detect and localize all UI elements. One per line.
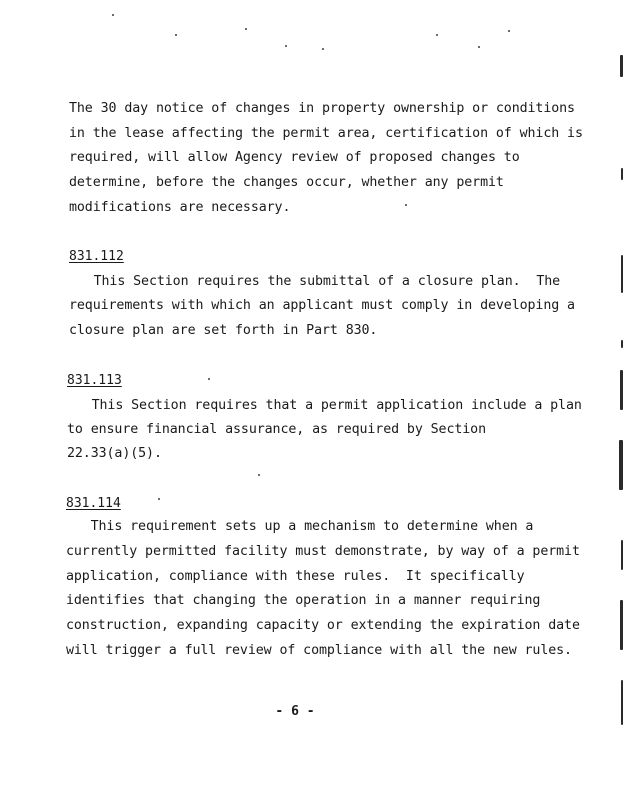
scan-mark (620, 600, 623, 650)
scan-speck (405, 204, 407, 206)
section-line: to ensure financial assurance, as required by Section (67, 422, 486, 437)
intro-line: determine, before the changes occur, whether any permit (69, 175, 504, 190)
scan-mark (621, 340, 623, 348)
section-line: This Section requires the submittal of a closure plan. The (62, 274, 561, 289)
scan-mark (621, 255, 623, 293)
intro-line: modifications are necessary. (69, 200, 291, 215)
section-line: will trigger a full review of compliance with all the new rules. (66, 643, 572, 658)
section-line: This requirement sets up a mechanism to determine when a (59, 519, 534, 534)
intro-line: The 30 day notice of changes in property ownership or conditions (69, 101, 575, 116)
section-line: This Section requires that a permit application include a plan (60, 398, 582, 413)
scan-speck (175, 34, 177, 36)
scan-mark (621, 540, 623, 570)
section-line: 22.33(a)(5). (67, 446, 162, 461)
section-line: closure plan are set forth in Part 830. (69, 323, 378, 338)
scan-mark (620, 370, 623, 410)
scan-speck (258, 474, 260, 476)
scan-speck (112, 14, 114, 16)
scan-speck (158, 498, 160, 500)
scan-speck (436, 34, 438, 36)
scan-speck (285, 45, 287, 47)
section-heading: 831.114 (66, 496, 121, 511)
scan-mark (619, 440, 623, 490)
section-line: requirements with which an applicant must comply in developing a (69, 298, 575, 313)
scan-mark (620, 55, 623, 77)
section-line: construction, expanding capacity or extending the expiration date (66, 618, 580, 633)
section-heading: 831.113 (67, 373, 122, 388)
scan-speck (208, 378, 210, 380)
scan-mark (621, 680, 623, 725)
scan-speck (322, 48, 324, 50)
intro-line: in the lease affecting the permit area, certification of which is (69, 126, 583, 141)
intro-line: required, will allow Agency review of proposed changes to (69, 150, 520, 165)
section-line: application, compliance with these rules. It specifically (66, 569, 525, 584)
section-line: identifies that changing the operation in a manner requiring (66, 593, 541, 608)
scan-speck (478, 46, 480, 48)
section-line: currently permitted facility must demonstrate, by way of a permit (66, 544, 580, 559)
section-heading: 831.112 (69, 249, 124, 264)
scan-mark (621, 168, 623, 180)
scan-speck (245, 28, 247, 30)
page-number: - 6 - (275, 704, 315, 719)
scan-speck (508, 30, 510, 32)
